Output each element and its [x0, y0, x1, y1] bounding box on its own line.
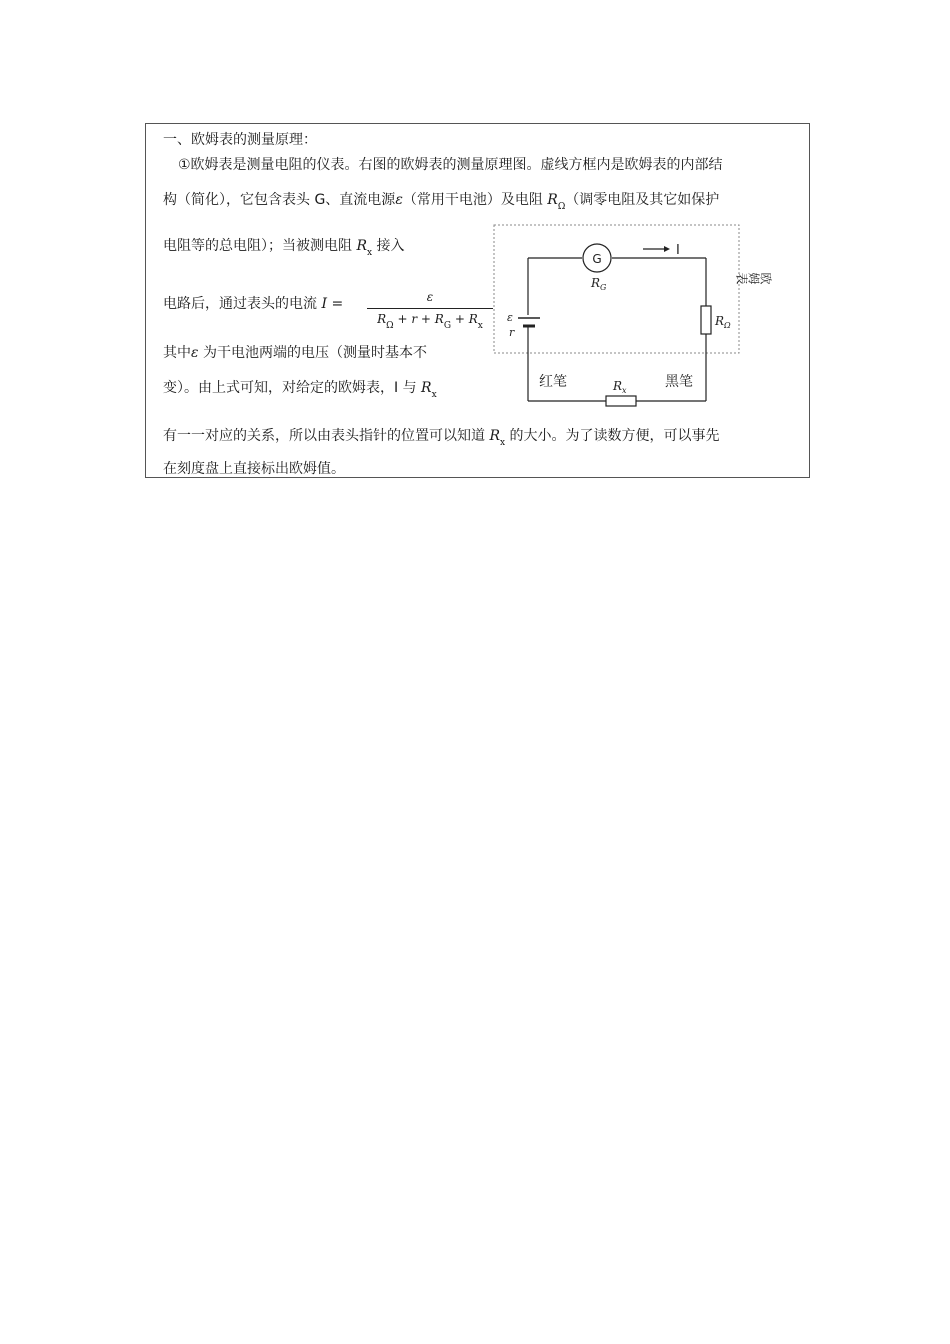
- rg-sub: G: [600, 283, 607, 292]
- equals-sign: =: [331, 296, 344, 312]
- black-probe-label: 黑笔: [665, 374, 693, 390]
- emf-label: ε: [507, 311, 513, 324]
- r-ohm-letter: R: [715, 314, 725, 328]
- den-plus: +: [454, 312, 465, 326]
- rx-letter: R: [613, 379, 623, 393]
- r-ohm-label: [714, 314, 731, 330]
- den-plus-r: + r +: [397, 312, 431, 326]
- r-letter: R: [356, 238, 367, 254]
- den-omega-sub: Ω: [386, 321, 394, 331]
- current-arrow-label: I: [676, 243, 680, 258]
- emf-symbol-2: ε: [191, 345, 199, 361]
- line2-part-c: （调零电阻及其它如保护: [565, 192, 720, 208]
- x-sub: x: [431, 390, 437, 400]
- line6-text: 变）。由上式可知，对给定的欧姆表，I 与: [163, 380, 417, 396]
- den-r-x: R: [468, 312, 478, 326]
- omega-sub: Ω: [557, 202, 566, 212]
- r-ohm-resistor: [701, 306, 711, 334]
- line7-part-a: 有一一对应的关系，所以由表头指针的位置可以知道: [163, 428, 485, 444]
- current-arrow-head: [664, 246, 670, 252]
- paragraph-line-1: ①欧姆表是测量电阻的仪表。右图的欧姆表的测量原理图。虚线方框内是欧姆表的内部结: [178, 157, 723, 173]
- den-r-g: R: [434, 312, 444, 326]
- formula-numerator: ε: [426, 290, 434, 304]
- x-sub: x: [367, 248, 373, 258]
- paragraph-line-8: 在刻度盘上直接标出欧姆值。: [163, 461, 345, 477]
- r-letter: R: [547, 192, 558, 208]
- line3-part-a: 电阻等的总电阻）；当被测电阻: [163, 238, 352, 254]
- rg-letter: R: [591, 276, 601, 290]
- rg-label: [590, 276, 607, 292]
- line5-part-b: 为干电池两端的电压（测量时基本不: [202, 345, 427, 361]
- line2-part-a: 构（简化），它包含表头 G、直流电源: [163, 192, 396, 208]
- red-probe-label: 红笔: [539, 374, 567, 390]
- emf-symbol: ε: [395, 192, 403, 208]
- internal-resistance-label: r: [509, 326, 515, 339]
- galvanometer-label: G: [592, 252, 602, 266]
- rx-label: [612, 379, 627, 395]
- den-g-sub: G: [443, 321, 452, 331]
- rx-resistor: [606, 396, 636, 406]
- line7-part-b: 的大小。为了读数方便，可以事先: [509, 428, 720, 444]
- den-r-ohm: R: [377, 312, 387, 326]
- den-x-sub: x: [477, 321, 483, 331]
- line5-part-a: 其中: [163, 345, 191, 361]
- ohmmeter-box-label: 欧姆表: [736, 271, 772, 285]
- r-ohm-sub: Ω: [724, 321, 731, 330]
- line2-part-b: （常用干电池）及电阻: [402, 192, 543, 208]
- section-heading: 一、欧姆表的测量原理：: [163, 132, 317, 148]
- current-symbol: I: [321, 296, 327, 312]
- rx-sub: x: [622, 386, 627, 395]
- x-sub: x: [500, 438, 506, 448]
- r-letter: R: [489, 428, 500, 444]
- line3-part-b: 接入: [376, 238, 405, 254]
- r-letter: R: [421, 380, 432, 396]
- line4-text: 电路后，通过表头的电流: [163, 296, 317, 312]
